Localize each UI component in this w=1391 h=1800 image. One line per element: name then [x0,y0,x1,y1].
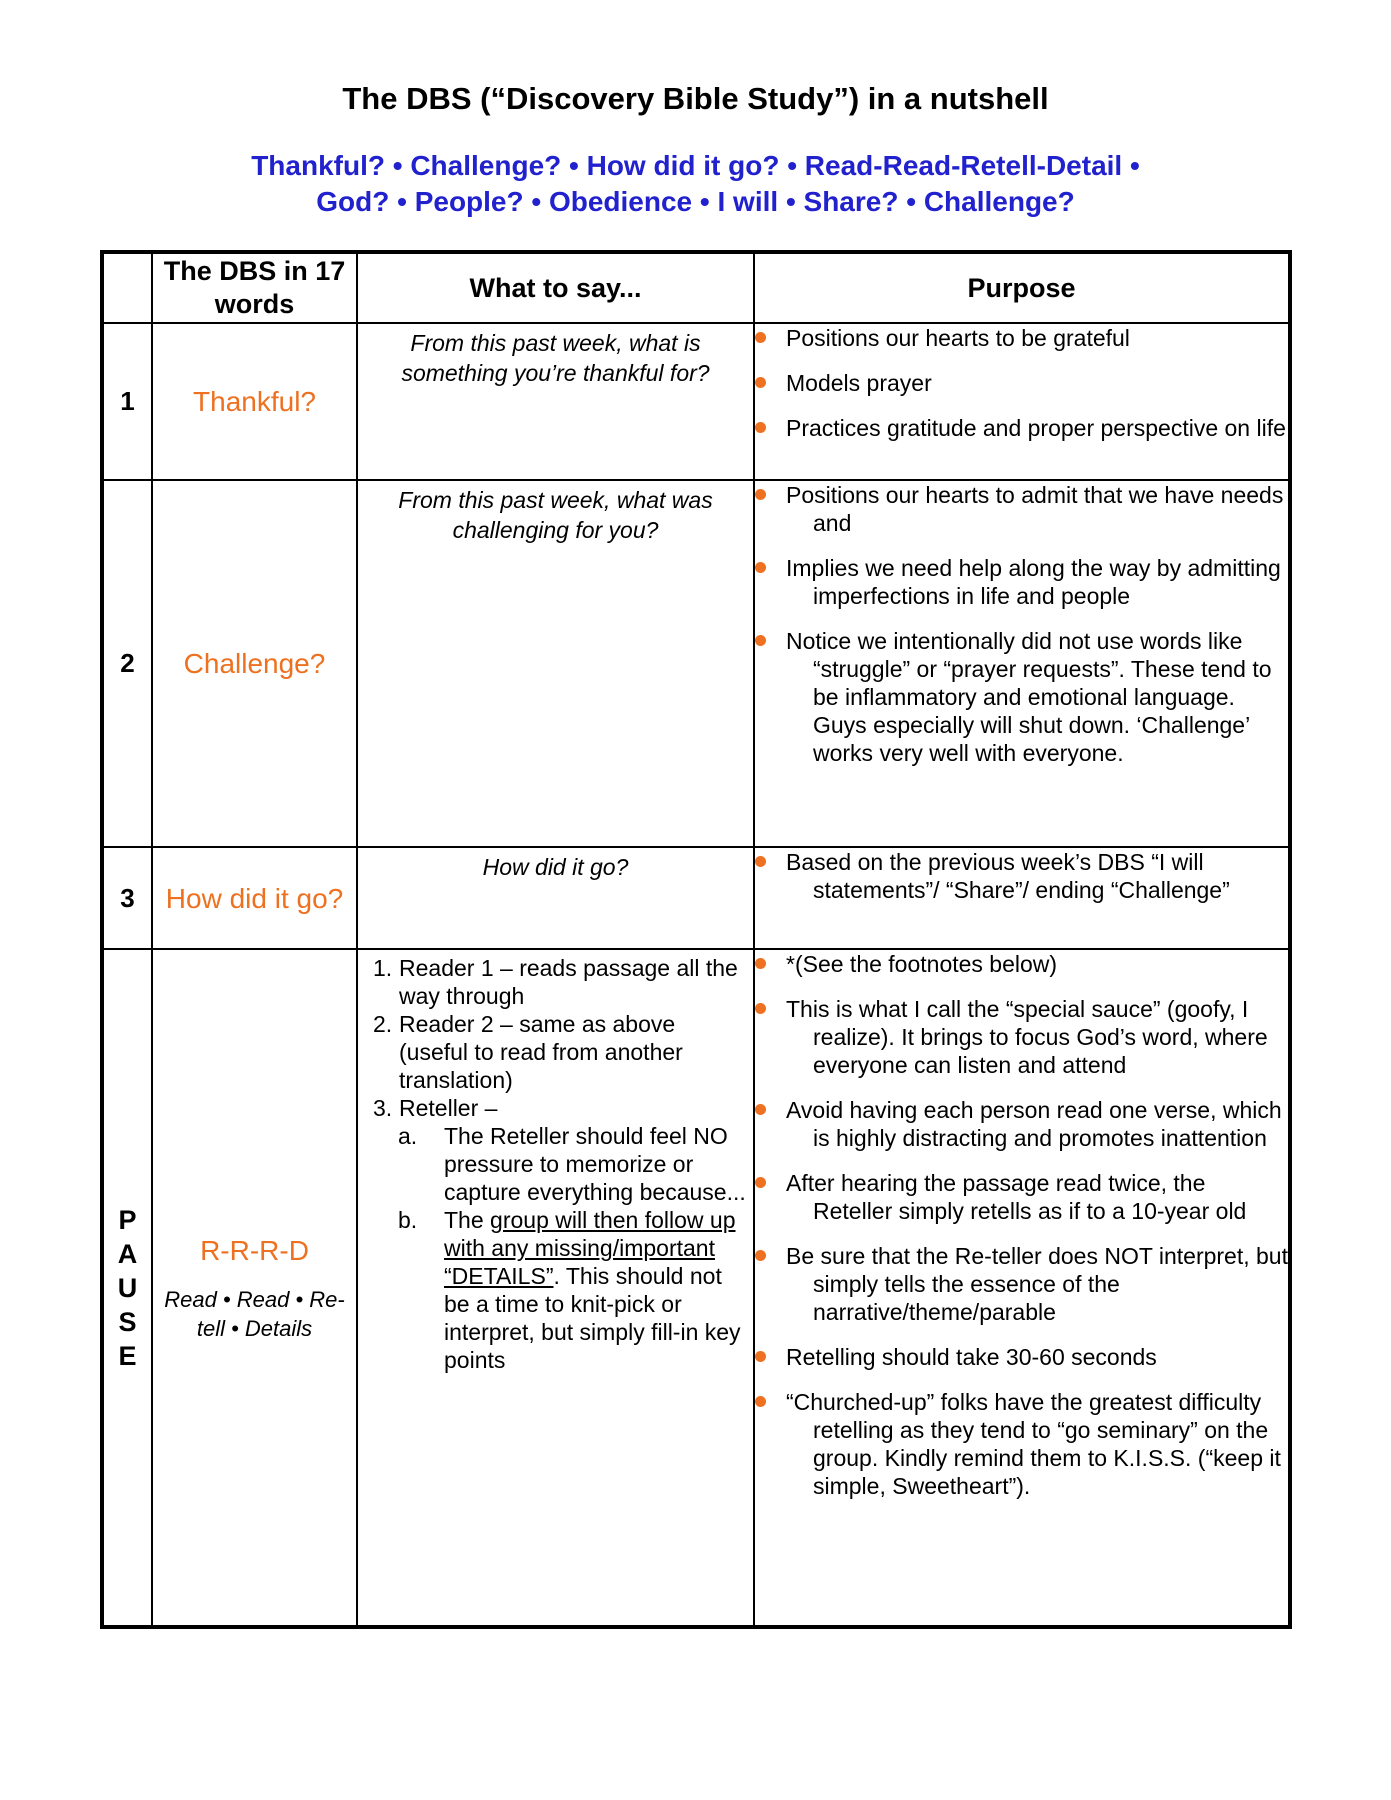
subtitle [0,148,1391,220]
underlined-text: group will then follow up with any missing/important “DETAILS” [444,1207,736,1289]
word-challenge: Challenge? [152,480,357,847]
step-marker: 1. [373,955,393,981]
step-item [358,954,753,1010]
purpose-cell [754,323,1290,480]
page-title: The DBS (“Discovery Bible Study”) in a nutshell [342,81,1049,116]
purpose-bullet-item [755,995,1288,1079]
table-row-thankful [102,323,1290,480]
text-segment: The Reteller should feel NO pressure to memorize or capture everything because... [444,1123,746,1205]
subtitle-line-1: Thankful? • Challenge? • How did it go? • Read-Read-Retell-Detail • [251,150,1140,181]
purpose-bullet-item [755,369,1288,397]
row-number: 3 [102,847,152,949]
pause-vertical-label [102,949,152,1627]
bullet-dot-icon [755,635,766,646]
purpose-bullet-item [755,848,1288,904]
word-thankful: Thankful? [152,323,357,480]
text-segment: Practices gratitude and proper perspective on life [786,415,1286,441]
step-item [358,1094,753,1122]
bullet-dot-icon [755,332,766,343]
text-segment: . This should not be a time to knit-pick or interpret, but simply fill-in key points [444,1263,741,1373]
bullet-dot-icon [755,489,766,500]
header-dbs-17-words: The DBS in 17 words [152,252,357,323]
step-marker: 3. [373,1095,393,1121]
text-segment: Positions our hearts to be grateful [786,325,1130,351]
step-marker: 2. [373,1011,393,1037]
step-text [399,1094,753,1122]
pause-letter: A [117,1238,138,1269]
bullet-text [786,1169,1288,1225]
row-number: 1 [102,323,152,480]
dbs-table [100,250,1292,1629]
text-segment: Reader 2 – same as above (useful to read from another translation) [399,1011,683,1093]
subtitle-line-2: God? • People? • Obedience • I will • Share? • Challenge? [316,186,1075,217]
table-row-challenge [102,480,1290,847]
bullet-dot-icon [755,377,766,388]
table-row-how-did-it-go [102,847,1290,949]
header-empty-cell [102,252,152,323]
say-cell [357,323,754,480]
purpose-cell [754,949,1290,1627]
text-segment: Reader 1 – reads passage all the way through [399,955,738,1009]
say-cell-steps [357,949,754,1627]
step-item [358,1206,753,1374]
text-segment: Based on the previous week’s DBS “I will statements”/ “Share”/ ending “Challenge” [786,849,1230,903]
step-item [358,1122,753,1206]
bullet-text [786,1388,1288,1500]
bullet-dot-icon [755,856,766,867]
row-number: 2 [102,480,152,847]
header-row [102,252,1290,323]
bullet-text [786,481,1288,537]
purpose-bullet-item [755,1169,1288,1225]
question-text: From this past week, what was challenging for you? [398,487,713,543]
word-rrrd: R-R-R-D [200,1235,309,1266]
purpose-bullet-item [755,324,1288,352]
text-segment: This is what I call the “special sauce” (goofy, I realize). It brings to focus God’s word, where everyone can listen and attend [786,996,1268,1078]
text-segment: Be sure that the Re-teller does NOT interpret, but simply tells the essence of the narrative/theme/parable [786,1243,1288,1325]
bullet-dot-icon [755,1250,766,1261]
say-cell [357,480,754,847]
step-text [444,1206,753,1374]
step-item [358,1010,753,1094]
text-segment: After hearing the passage read twice, the Reteller simply retells as if to a 10-year old [786,1170,1247,1224]
bullet-text [786,1343,1157,1371]
word-rrrd-cell [152,949,357,1627]
purpose-bullet-item [755,627,1288,767]
rrrd-caption: Read • Read • Re-tell • Details [164,1287,345,1341]
pause-letter: P [118,1204,137,1235]
bullet-text [786,554,1288,610]
text-segment: Avoid having each person read one verse, which is highly distracting and promotes inattention [786,1097,1282,1151]
question-text: From this past week, what is something you’re thankful for? [401,330,710,386]
purpose-bullet-item [755,1242,1288,1326]
bullet-text [786,995,1288,1079]
purpose-cell [754,847,1290,949]
text-segment: “Churched-up” folks have the greatest difficulty retelling as they tend to “go seminary” on the group. Kindly remind them to K.I.S.S. (“keep it simple, Sweetheart”). [786,1389,1281,1499]
word-how-did-it-go: How did it go? [152,847,357,949]
bullet-dot-icon [755,1177,766,1188]
bullet-text [786,414,1286,442]
bullet-dot-icon [755,562,766,573]
bullet-text [786,324,1130,352]
purpose-bullet-item [755,950,1288,978]
purpose-bullet-item [755,554,1288,610]
step-marker: a. [398,1123,418,1149]
step-text [399,1010,753,1094]
bullet-dot-icon [755,1351,766,1362]
pause-letter: E [118,1340,137,1371]
say-cell [357,847,754,949]
text-segment: Retelling should take 30-60 seconds [786,1344,1157,1370]
bullet-text [786,627,1288,767]
bullet-dot-icon [755,422,766,433]
table-row-rrrd [102,949,1290,1627]
text-segment: Reteller – [399,1095,498,1121]
purpose-bullet-item [755,1343,1288,1371]
purpose-bullet-item [755,414,1288,442]
bullet-dot-icon [755,1003,766,1014]
step-text [444,1122,753,1206]
pause-letter: S [118,1306,137,1337]
question-text: How did it go? [482,854,629,880]
bullet-text [786,1096,1288,1152]
text-segment: Positions our hearts to admit that we have needs and [786,482,1284,536]
header-purpose: Purpose [754,252,1290,323]
text-segment: *(See the footnotes below) [786,951,1058,977]
bullet-text [786,848,1288,904]
text-segment: The [444,1207,491,1233]
text-segment: Implies we need help along the way by admitting imperfections in life and people [786,555,1281,609]
purpose-bullet-item [755,1096,1288,1152]
purpose-bullet-item [755,481,1288,537]
step-marker: b. [398,1207,418,1233]
purpose-bullet-item [755,1388,1288,1500]
bullet-dot-icon [755,1396,766,1407]
pause-letter: U [117,1272,138,1303]
text-segment: Models prayer [786,370,932,396]
bullet-text [786,1242,1288,1326]
bullet-dot-icon [755,1104,766,1115]
read-read-retell-steps [358,950,753,1374]
purpose-cell [754,480,1290,847]
bullet-text [786,369,932,397]
header-what-to-say: What to say... [357,252,754,323]
bullet-text [786,950,1057,978]
bullet-dot-icon [755,958,766,969]
step-text [399,954,753,1010]
text-segment: Notice we intentionally did not use words like “struggle” or “prayer requests”. These tend to be inflammatory and emotional language. Guys especially will shut down. ‘Challenge’ works very well with everyone. [786,628,1272,766]
